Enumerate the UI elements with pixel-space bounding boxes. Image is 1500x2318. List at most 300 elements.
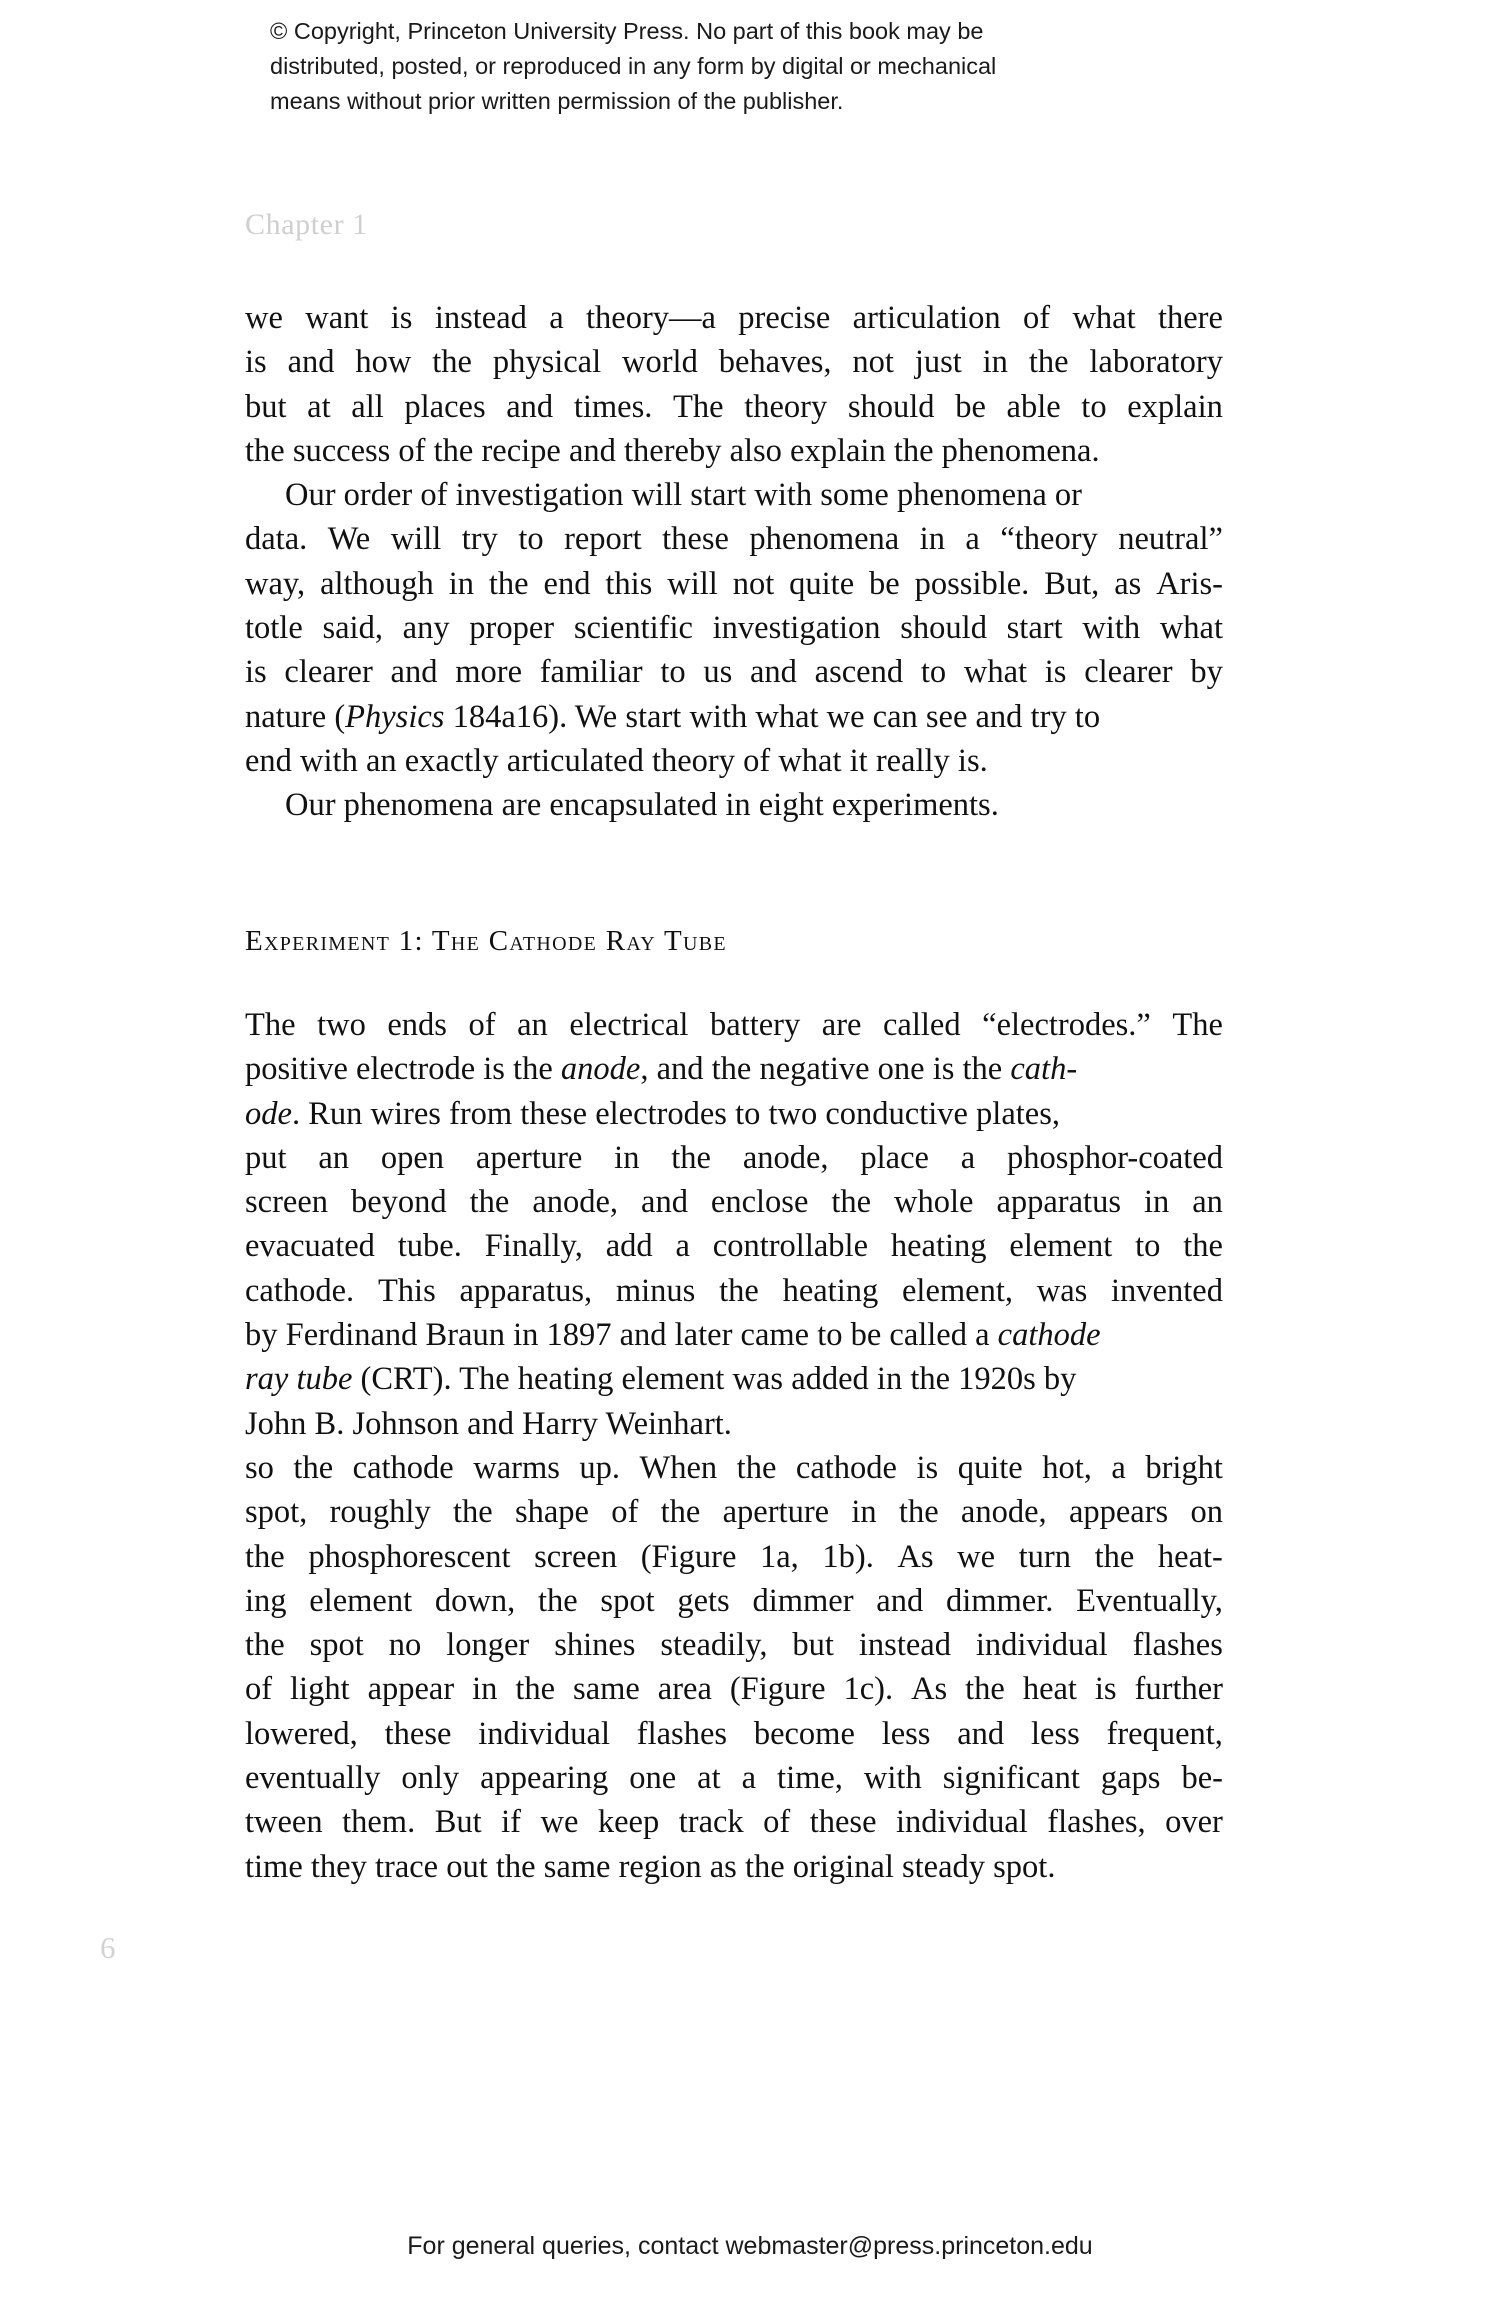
word: evacuated bbox=[245, 1228, 375, 1265]
word: Aris- bbox=[1156, 565, 1223, 602]
word: shape bbox=[514, 1494, 589, 1531]
word: in bbox=[1143, 1184, 1170, 1221]
word: is bbox=[1044, 654, 1067, 691]
word: gaps bbox=[1100, 1760, 1161, 1797]
word: instead bbox=[434, 300, 527, 336]
word: apparatus, bbox=[459, 1272, 593, 1309]
word: over bbox=[1165, 1804, 1223, 1841]
word: We bbox=[327, 521, 371, 558]
word: precise bbox=[738, 300, 831, 336]
line-prefix: nature (Physics 184a16). We start with what we can see and try to bbox=[245, 698, 1101, 735]
word: roughly bbox=[329, 1494, 431, 1531]
word: by bbox=[1190, 654, 1223, 691]
word: a bbox=[741, 1760, 757, 1797]
word: the bbox=[736, 1449, 777, 1486]
word: us bbox=[703, 654, 733, 691]
word: to bbox=[920, 654, 947, 691]
word: individual bbox=[478, 1715, 610, 1752]
word: is bbox=[245, 654, 267, 691]
word: a bbox=[675, 1228, 690, 1265]
word: cathode bbox=[795, 1449, 897, 1486]
paragraph-1 bbox=[245, 296, 1223, 473]
copyright-line-3: means without prior written permission of the publisher. bbox=[270, 88, 844, 114]
word: the bbox=[469, 1184, 510, 1221]
word: explain bbox=[1127, 388, 1223, 425]
word: report bbox=[564, 521, 642, 558]
word: all bbox=[351, 388, 384, 425]
word: phosphor-coated bbox=[1007, 1139, 1223, 1176]
line-text: Our order of investigation will start with some phenomena or bbox=[285, 477, 1082, 514]
word: (Figure bbox=[640, 1538, 737, 1575]
word: to bbox=[518, 521, 544, 558]
word: time, bbox=[777, 1760, 843, 1797]
word: in bbox=[472, 1671, 498, 1708]
word: spot bbox=[600, 1582, 655, 1619]
word: we bbox=[540, 1804, 579, 1841]
word: the bbox=[488, 565, 529, 602]
word: The bbox=[1172, 1007, 1223, 1043]
word: 1c). bbox=[843, 1671, 894, 1708]
word: and bbox=[390, 654, 438, 691]
word: places bbox=[404, 388, 486, 425]
paragraph-5-line-8 bbox=[245, 1712, 1223, 1756]
word: the bbox=[1094, 1538, 1135, 1575]
word: quite bbox=[789, 565, 855, 602]
word: open bbox=[380, 1139, 445, 1176]
word: heat- bbox=[1157, 1538, 1223, 1575]
word: enclose bbox=[710, 1184, 809, 1221]
word: place bbox=[860, 1139, 929, 1176]
word: at bbox=[697, 1760, 721, 1797]
copyright-notice bbox=[270, 14, 1230, 119]
paragraph-5-line-7 bbox=[245, 1667, 1223, 1711]
word: frequent, bbox=[1106, 1715, 1223, 1752]
paragraph-4-line-5 bbox=[245, 1180, 1223, 1224]
word: laboratory bbox=[1089, 344, 1223, 381]
word: called bbox=[883, 1007, 961, 1043]
copyright-line-2: distributed, posted, or reproduced in any form by digital or mechanical bbox=[270, 53, 997, 79]
word: way, bbox=[245, 565, 306, 602]
word: what bbox=[963, 654, 1028, 691]
word: data. bbox=[245, 521, 308, 558]
word: the bbox=[1183, 1228, 1223, 1265]
paragraph-5-line-5 bbox=[245, 1579, 1223, 1623]
word: dimmer. bbox=[945, 1582, 1054, 1619]
word: how bbox=[355, 344, 412, 381]
paragraph-2 bbox=[245, 473, 1223, 783]
word: individual bbox=[895, 1804, 1028, 1841]
paragraph-5-line-4 bbox=[245, 1535, 1223, 1579]
page-footer bbox=[0, 2232, 1500, 2261]
word: turn bbox=[1018, 1538, 1071, 1575]
word: longer bbox=[446, 1627, 530, 1664]
word: heating bbox=[890, 1228, 987, 1265]
word: with bbox=[863, 1760, 922, 1797]
word: further bbox=[1134, 1671, 1223, 1708]
paragraph-3 bbox=[245, 783, 1223, 827]
word: with bbox=[1082, 610, 1141, 647]
word: of bbox=[245, 1671, 273, 1708]
word: this bbox=[605, 565, 653, 602]
word: two bbox=[317, 1007, 366, 1043]
page-number-text: 6 bbox=[100, 1930, 116, 1965]
line-text: by Ferdinand Braun in 1897 and later came to be called a cathode bbox=[245, 1317, 1101, 1354]
word: will bbox=[667, 565, 718, 602]
word: should bbox=[900, 610, 987, 647]
word: up. bbox=[579, 1449, 621, 1486]
word: these bbox=[809, 1804, 877, 1841]
paragraph-4 bbox=[245, 1003, 1223, 1446]
word: element bbox=[1009, 1228, 1113, 1265]
word: want bbox=[305, 300, 369, 336]
word: a bbox=[965, 521, 980, 558]
word: and bbox=[750, 654, 797, 691]
word: proper bbox=[469, 610, 555, 647]
paragraph-5-line-10 bbox=[245, 1800, 1223, 1844]
line-text: ray tube (CRT). The heating element was added in the 1920s by bbox=[245, 1361, 1077, 1398]
paragraph-2-line-7: end with an exactly articulated theory of what it really is. bbox=[245, 742, 988, 779]
word: This bbox=[377, 1272, 436, 1309]
word: significant bbox=[942, 1760, 1080, 1797]
paragraph-5-line-3 bbox=[245, 1490, 1223, 1534]
word: is bbox=[245, 344, 267, 381]
word: whole bbox=[894, 1184, 974, 1221]
word: put bbox=[245, 1139, 287, 1176]
word: invented bbox=[1111, 1272, 1223, 1309]
word: the bbox=[432, 344, 472, 381]
page-number bbox=[100, 1930, 116, 1966]
line-text: positive electrode is the anode, and the negative one is the cath- bbox=[245, 1051, 1078, 1088]
word: is bbox=[916, 1449, 939, 1486]
word: these bbox=[384, 1715, 452, 1752]
word: and bbox=[287, 344, 335, 381]
word: investigation bbox=[712, 610, 881, 647]
paragraph-4-line-9 bbox=[245, 1357, 1223, 1401]
word: tween bbox=[245, 1804, 323, 1841]
word: spot bbox=[309, 1627, 364, 1664]
running-head bbox=[245, 208, 368, 242]
word: them. bbox=[342, 1804, 416, 1841]
word: behaves, bbox=[718, 344, 832, 381]
word: “electrodes.” bbox=[982, 1007, 1151, 1043]
word: But, bbox=[1044, 565, 1100, 602]
word: not bbox=[732, 565, 775, 602]
word: theory bbox=[744, 388, 828, 425]
word: appears bbox=[1068, 1494, 1169, 1531]
word: element bbox=[309, 1582, 413, 1619]
word: aperture bbox=[722, 1494, 830, 1531]
word: a bbox=[960, 1139, 976, 1176]
word: screen bbox=[245, 1184, 328, 1221]
word: able bbox=[1006, 388, 1061, 425]
paragraph-4-line-3 bbox=[245, 1092, 1223, 1136]
italic-crt-part1: cathode bbox=[997, 1317, 1101, 1354]
paragraph-5-line-9 bbox=[245, 1756, 1223, 1800]
word: an bbox=[517, 1007, 548, 1043]
word: Eventually, bbox=[1076, 1582, 1223, 1619]
word: start bbox=[1006, 610, 1063, 647]
word: was bbox=[1036, 1272, 1088, 1309]
word: end bbox=[543, 565, 591, 602]
word: we bbox=[245, 300, 283, 336]
word: element, bbox=[901, 1272, 1013, 1309]
word: bright bbox=[1145, 1449, 1223, 1486]
paragraph-4-line-2 bbox=[245, 1047, 1223, 1091]
word: warms bbox=[473, 1449, 560, 1486]
word: instead bbox=[858, 1627, 951, 1664]
word: on bbox=[1190, 1494, 1223, 1531]
word: are bbox=[821, 1007, 862, 1043]
word: as bbox=[1114, 565, 1142, 602]
copyright-line-1: © Copyright, Princeton University Press. No part of this book may be bbox=[270, 18, 984, 44]
paragraph-1-line-3 bbox=[245, 385, 1223, 429]
word: and bbox=[506, 388, 554, 425]
word: clearer bbox=[284, 654, 373, 691]
paragraph-5-line-2 bbox=[245, 1446, 1223, 1490]
italic-physics: Physics bbox=[345, 698, 445, 735]
word: of bbox=[611, 1494, 639, 1531]
word: try bbox=[461, 521, 498, 558]
word: shines bbox=[554, 1627, 636, 1664]
word: heating bbox=[782, 1272, 879, 1309]
word: the bbox=[537, 1582, 578, 1619]
word: the bbox=[898, 1494, 939, 1531]
word: but bbox=[792, 1627, 834, 1664]
word: be bbox=[869, 565, 900, 602]
word: flashes, bbox=[1047, 1804, 1146, 1841]
word: if bbox=[501, 1804, 521, 1841]
word: just bbox=[914, 344, 962, 381]
word: less bbox=[881, 1715, 931, 1752]
word: in bbox=[448, 565, 474, 602]
paragraph-1-line-4: the success of the recipe and thereby also explain the phenomena. bbox=[245, 432, 1100, 469]
word: times. bbox=[573, 388, 653, 425]
word: spot, bbox=[245, 1494, 308, 1531]
word: eventually bbox=[245, 1760, 381, 1797]
word: hot, bbox=[1042, 1449, 1092, 1486]
paragraph-2-line-1 bbox=[245, 473, 1223, 517]
word: keep bbox=[597, 1804, 660, 1841]
word: the bbox=[293, 1449, 334, 1486]
word: 1a, bbox=[759, 1538, 799, 1575]
word: in bbox=[851, 1494, 877, 1531]
word: a bbox=[549, 300, 564, 336]
word: the bbox=[660, 1494, 701, 1531]
paragraph-5-line-11: time they trace out the same region as the original steady spot. bbox=[245, 1848, 1056, 1885]
word: controllable bbox=[712, 1228, 868, 1265]
paragraph-2-line-4 bbox=[245, 606, 1223, 650]
word: When bbox=[639, 1449, 718, 1486]
word: world bbox=[622, 344, 698, 381]
word: the bbox=[245, 1538, 285, 1575]
word: more bbox=[455, 654, 522, 691]
word: appearing bbox=[480, 1760, 609, 1797]
paragraph-2-line-2 bbox=[245, 517, 1223, 561]
word: is bbox=[390, 300, 413, 336]
section-heading-text: Experiment 1: The Cathode Ray Tube bbox=[245, 925, 727, 957]
word: be bbox=[955, 388, 986, 425]
word: we bbox=[957, 1538, 996, 1575]
word: said, bbox=[322, 610, 383, 647]
italic-cathode-part2: ode bbox=[245, 1095, 292, 1132]
word: totle bbox=[245, 610, 303, 647]
word: to bbox=[660, 654, 686, 691]
word: tube. bbox=[397, 1228, 462, 1265]
paragraph-4-line-10: John B. Johnson and Harry Weinhart. bbox=[245, 1405, 732, 1442]
paragraph-2-line-3 bbox=[245, 562, 1223, 606]
paragraph-4-line-8 bbox=[245, 1313, 1223, 1357]
word: clearer bbox=[1084, 654, 1173, 691]
word: anode, bbox=[742, 1139, 829, 1176]
word: in bbox=[919, 521, 945, 558]
word: phenomena bbox=[749, 521, 900, 558]
word: electrical bbox=[569, 1007, 689, 1043]
word: become bbox=[753, 1715, 855, 1752]
italic-crt-part2: ray tube bbox=[245, 1361, 353, 1398]
footer-text: For general queries, contact webmaster@press.princeton.edu bbox=[407, 2232, 1093, 2260]
word: of bbox=[1023, 300, 1051, 336]
paragraph-4-line-6 bbox=[245, 1224, 1223, 1268]
word: battery bbox=[709, 1007, 801, 1043]
body-text-column bbox=[245, 296, 1223, 828]
word: “theory bbox=[1000, 521, 1098, 558]
word: possible. bbox=[914, 565, 1030, 602]
line-text: Our phenomena are encapsulated in eight experiments. bbox=[285, 787, 999, 824]
word: quite bbox=[957, 1449, 1023, 1486]
word: will bbox=[390, 521, 442, 558]
word: is bbox=[1094, 1671, 1117, 1708]
line-text: ode. Run wires from these electrodes to two conductive plates, bbox=[245, 1095, 1060, 1132]
word: apparatus bbox=[996, 1184, 1121, 1221]
word: only bbox=[401, 1760, 460, 1797]
word: the bbox=[452, 1494, 493, 1531]
section-heading-experiment-1 bbox=[245, 925, 727, 958]
word: aperture bbox=[475, 1139, 583, 1176]
word: at bbox=[307, 388, 331, 425]
word: any bbox=[402, 610, 450, 647]
word: appear bbox=[367, 1671, 455, 1708]
word: (Figure bbox=[729, 1671, 826, 1708]
word: be- bbox=[1181, 1760, 1223, 1797]
word: heat bbox=[1022, 1671, 1077, 1708]
word: less bbox=[1030, 1715, 1080, 1752]
word: anode, bbox=[960, 1494, 1047, 1531]
word: cathode. bbox=[245, 1272, 355, 1309]
word: ends bbox=[387, 1007, 447, 1043]
word: light bbox=[290, 1671, 350, 1708]
paragraph-4-block bbox=[245, 1003, 1223, 1889]
word: but bbox=[245, 388, 287, 425]
paragraph-1-line-1 bbox=[245, 296, 1223, 340]
word: the bbox=[671, 1139, 711, 1176]
word: As bbox=[897, 1538, 934, 1575]
word: of bbox=[468, 1007, 496, 1043]
word: should bbox=[847, 388, 935, 425]
paragraph-2-line-6 bbox=[245, 695, 1223, 739]
word: screen bbox=[534, 1538, 618, 1575]
word: anode, bbox=[532, 1184, 619, 1221]
word: the bbox=[245, 1627, 285, 1664]
word: one bbox=[629, 1760, 677, 1797]
word: and bbox=[641, 1184, 688, 1221]
word: beyond bbox=[350, 1184, 447, 1221]
word: cathode bbox=[352, 1449, 454, 1486]
word: ing bbox=[245, 1582, 287, 1619]
word: ascend bbox=[814, 654, 904, 691]
word: minus bbox=[615, 1272, 696, 1309]
word: gets bbox=[677, 1582, 730, 1619]
word: neutral” bbox=[1118, 521, 1223, 558]
paragraph-3-line-1 bbox=[245, 783, 1223, 827]
word: to bbox=[1081, 388, 1107, 425]
word: dimmer bbox=[752, 1582, 854, 1619]
word: what bbox=[1072, 300, 1136, 336]
word: what bbox=[1159, 610, 1223, 647]
word: the bbox=[719, 1272, 759, 1309]
word: there bbox=[1157, 300, 1223, 336]
paragraph-4-line-1 bbox=[245, 1003, 1223, 1047]
word: Finally, bbox=[484, 1228, 583, 1265]
word: 1b). bbox=[822, 1538, 874, 1575]
word: the bbox=[1028, 344, 1069, 381]
running-head-text: Chapter 1 bbox=[245, 208, 368, 241]
word: down, bbox=[434, 1582, 516, 1619]
word: As bbox=[911, 1671, 948, 1708]
word: of bbox=[763, 1804, 791, 1841]
word: lowered, bbox=[245, 1715, 358, 1752]
word: in bbox=[982, 344, 1008, 381]
word: familiar bbox=[539, 654, 643, 691]
word: the bbox=[831, 1184, 872, 1221]
word: these bbox=[662, 521, 729, 558]
word: no bbox=[388, 1627, 422, 1664]
italic-cathode-part1: cath- bbox=[1010, 1051, 1078, 1088]
word: physical bbox=[492, 344, 602, 381]
citation-locator: 184a16 bbox=[452, 698, 549, 735]
word: area bbox=[657, 1671, 712, 1708]
word: an bbox=[1192, 1184, 1223, 1221]
word: add bbox=[605, 1228, 653, 1265]
word: in bbox=[614, 1139, 640, 1176]
word: The bbox=[245, 1007, 296, 1043]
abbreviation-crt: CRT bbox=[371, 1361, 433, 1398]
word: articulation bbox=[852, 300, 1001, 336]
paragraph-5 bbox=[245, 1446, 1223, 1889]
paragraph-1-line-2 bbox=[245, 340, 1223, 384]
word: individual bbox=[975, 1627, 1108, 1664]
word: the bbox=[965, 1671, 1005, 1708]
word: same bbox=[573, 1671, 640, 1708]
paragraph-5-line-6 bbox=[245, 1623, 1223, 1667]
word: scientific bbox=[573, 610, 693, 647]
word: But bbox=[434, 1804, 482, 1841]
word: although bbox=[320, 565, 434, 602]
paragraph-4-line-4 bbox=[245, 1136, 1223, 1180]
word: phosphorescent bbox=[308, 1538, 511, 1575]
word: and bbox=[957, 1715, 1005, 1752]
word: steadily, bbox=[660, 1627, 768, 1664]
word: so bbox=[245, 1449, 274, 1486]
paragraph-2-line-5 bbox=[245, 650, 1223, 694]
word: and bbox=[876, 1582, 924, 1619]
word: The bbox=[673, 388, 724, 425]
word: a bbox=[1111, 1449, 1126, 1486]
word: to bbox=[1135, 1228, 1161, 1265]
paragraph-4-line-7 bbox=[245, 1269, 1223, 1313]
word: the bbox=[515, 1671, 556, 1708]
word: flashes bbox=[636, 1715, 728, 1752]
word: not bbox=[852, 344, 894, 381]
